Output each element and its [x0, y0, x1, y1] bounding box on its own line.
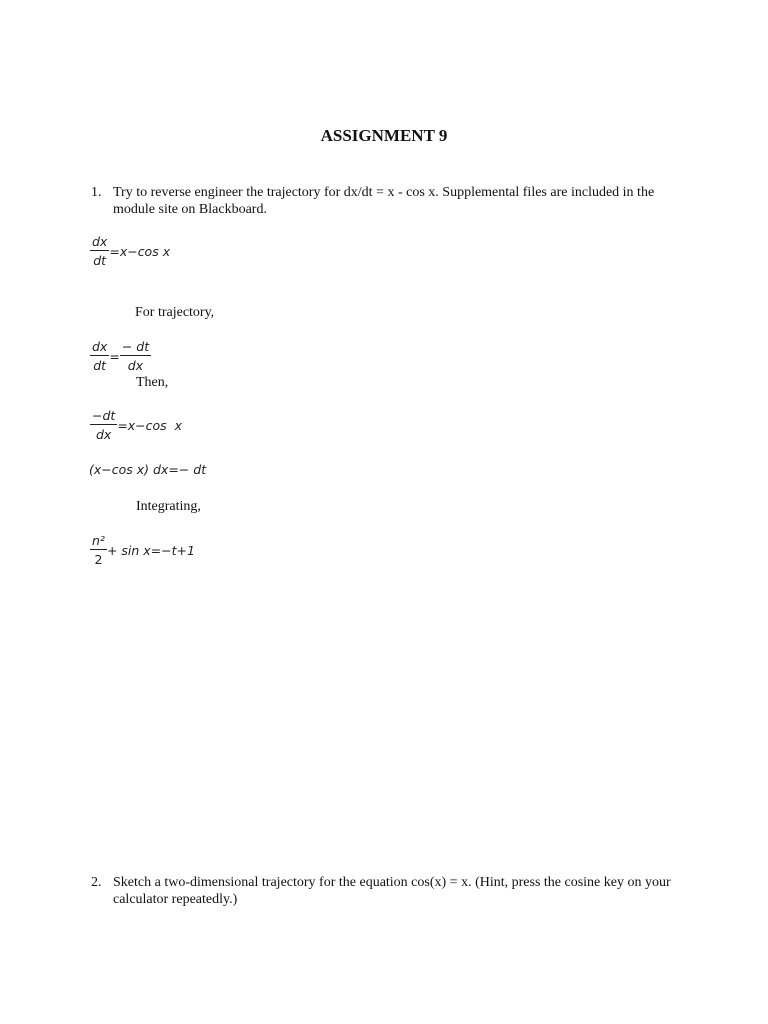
for-trajectory-label: For trajectory, — [135, 305, 215, 320]
equals-sign: = — [109, 348, 120, 364]
numerator: − dt — [121, 339, 150, 354]
equation-3 — [90, 408, 182, 442]
equation-1 — [90, 234, 170, 268]
equation-rhs: =x−cos x — [109, 243, 171, 259]
question-number: 2. — [91, 875, 102, 890]
denominator: dx — [127, 358, 144, 373]
numerator: dx — [92, 339, 108, 354]
denominator: 2 — [94, 552, 103, 567]
fraction — [90, 234, 109, 268]
denominator: dt — [93, 358, 107, 373]
denominator: dx — [95, 427, 112, 442]
fraction — [120, 339, 151, 373]
numerator: dx — [92, 234, 108, 249]
denominator: dt — [93, 253, 107, 268]
numerator: n² — [92, 533, 105, 548]
equation-2 — [90, 339, 151, 373]
equation-rhs: + sin x=−t+1 — [106, 542, 195, 558]
fraction — [90, 408, 117, 442]
question-text: Sketch a two-dimensional trajectory for the equation cos(x) = x. (Hint, press the cosine key on your calculator repeatedly.) — [113, 875, 671, 907]
equation-rhs: =x−cos x — [117, 417, 183, 433]
page-title: ASSIGNMENT 9 — [320, 126, 448, 145]
equation-4: (x−cos x) dx=− dt — [89, 462, 207, 477]
fraction — [90, 339, 109, 373]
question-number: 1. — [91, 185, 102, 200]
integrating-label: Integrating, — [136, 499, 201, 514]
numerator: −dt — [92, 408, 116, 423]
question-text: Try to reverse engineer the trajectory for dx/dt = x - cos x. Supplemental files are included in the module site on Blackboard. — [113, 185, 655, 217]
fraction — [90, 533, 107, 567]
equation-5 — [90, 533, 195, 567]
then-label: Then, — [136, 375, 169, 390]
